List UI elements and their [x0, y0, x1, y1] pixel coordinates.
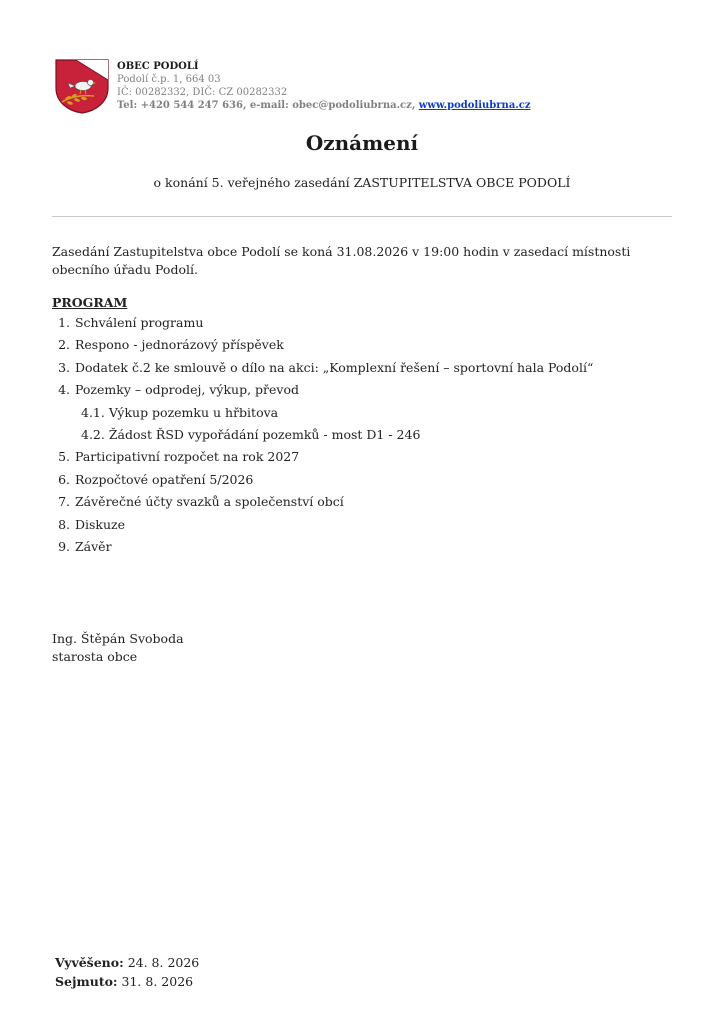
program-item-text: Rozpočtové opatření 5/2026 — [74, 471, 254, 487]
program-subitem — [52, 402, 672, 424]
letterhead — [117, 60, 531, 112]
coat-of-arms-icon — [54, 58, 110, 114]
program-item-text: Závěrečné účty svazků a společenství obcí — [74, 494, 344, 510]
program-item-text: Závěr — [74, 538, 112, 554]
removed-label: Sejmuto: — [55, 974, 118, 989]
org-name: OBEC PODOLÍ — [117, 61, 199, 72]
program-item — [52, 491, 672, 513]
program-heading: PROGRAM — [52, 295, 128, 310]
page-subtitle: o konání 5. veřejného zasedání ZASTUPITELSTVA OBCE PODOLÍ — [153, 175, 571, 190]
program-item — [52, 514, 672, 536]
program-item-number: 6. — [58, 471, 70, 487]
program-item — [52, 379, 672, 401]
posted-date: 24. 8. 2026 — [127, 955, 200, 970]
program-item-number: 7. — [58, 494, 70, 510]
org-address: Podolí č.p. 1, 664 03 — [117, 74, 221, 85]
signatory-name: Ing. Štěpán Svoboda — [52, 631, 184, 646]
program-item-number: 4.2. — [81, 426, 105, 442]
program-item-number: 4.1. — [81, 404, 105, 420]
program-item-number: 1. — [58, 315, 70, 330]
org-contact: Tel: +420 544 247 636, e-mail: obec@podoliubrna.cz, — [117, 100, 419, 111]
program-item — [52, 312, 672, 334]
program-item-text: Schválení programu — [74, 315, 204, 330]
org-ids: IČ: 00282332, DIČ: CZ 00282332 — [117, 87, 288, 98]
program-item — [52, 446, 672, 468]
program-item-number: 3. — [58, 359, 70, 375]
signatory-role: starosta obce — [52, 649, 138, 664]
program-item-number: 9. — [58, 538, 70, 554]
page-title: Oznámení — [305, 131, 419, 155]
program-item — [52, 357, 672, 379]
program-item-text: Respono - jednorázový příspěvek — [74, 337, 284, 353]
program-item — [52, 469, 672, 491]
program-item-number: 4. — [58, 382, 70, 398]
posted-label: Vyvěšeno: — [55, 955, 124, 970]
program-item-text: Výkup pozemku u hřbitova — [108, 404, 279, 420]
program-item — [52, 334, 672, 356]
program-item-number: 2. — [58, 337, 70, 353]
program-item-text: Diskuze — [74, 516, 126, 532]
program-item-text: Participativní rozpočet na rok 2027 — [74, 449, 300, 465]
program-item-text: Žádost ŘSD vypořádání pozemků - most D1 - 246 — [108, 426, 421, 442]
posting-info — [55, 953, 199, 991]
removed-date: 31. 8. 2026 — [121, 974, 194, 989]
signature-block — [52, 630, 184, 666]
program-subitem — [52, 424, 672, 446]
program-item-number: 5. — [58, 449, 70, 465]
program-list — [52, 312, 672, 558]
intro-paragraph: Zasedání Zastupitelstva obce Podolí se koná 31.08.2026 v 19:00 hodin v zasedací místnosti obecního úřadu Podolí. — [52, 244, 631, 277]
program-item-text: Pozemky – odprodej, výkup, převod — [74, 382, 299, 398]
program-item — [52, 536, 672, 558]
program-item-number: 8. — [58, 516, 70, 532]
program-item-text: Dodatek č.2 ke smlouvě o dílo na akci: „Komplexní řešení – sportovní hala Podolí“ — [74, 359, 594, 375]
divider — [52, 216, 672, 217]
website-link[interactable]: www.podoliubrna.cz — [418, 100, 531, 111]
